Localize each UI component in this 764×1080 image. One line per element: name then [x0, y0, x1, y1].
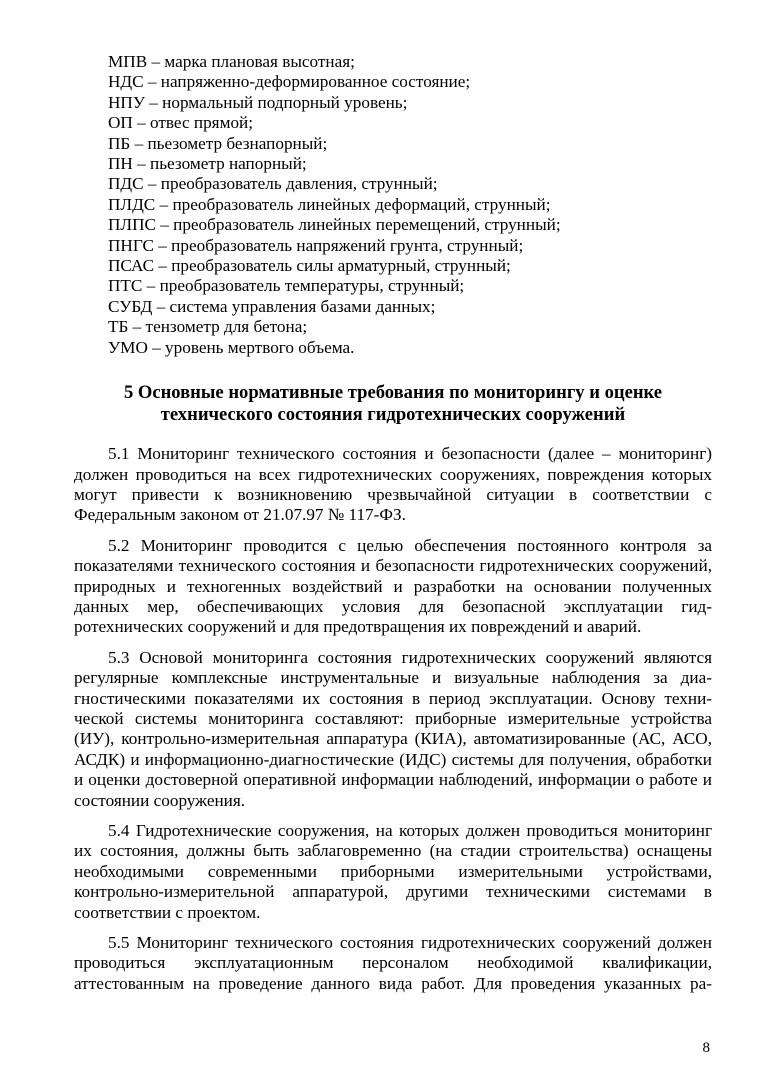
page-number: 8 [702, 1040, 710, 1056]
abbreviation-item: ОП – отвес прямой; [108, 113, 254, 133]
abbreviation-item: УМО – уровень мертвого объема. [108, 337, 355, 357]
paragraph-5-1: 5.1 Мониторинг технического состояния и безопасности (далее – мониторинг) должен проводиться на всех гидротехнических сооружениях, повреждения которых могут привести к возникновению чрезвычайной ситуации в соответствии с Федеральным законом от 21.07.97 № 117-ФЗ. [74, 444, 712, 525]
abbreviation-item: ПЛПС – преобразователь линейных перемещений, струнный; [108, 215, 561, 235]
abbreviation-item: НДС – напряженно-деформированное состояние; [108, 72, 471, 92]
abbreviation-item: ПЛДС – преобразователь линейных деформаций, струнный; [108, 194, 551, 214]
abbreviation-list [74, 52, 712, 358]
abbreviation-item: СУБД – система управления базами данных; [108, 296, 436, 316]
paragraph-5-3: 5.3 Основой мониторинга состояния гидротехнических сооружений являются регулярные комплексные инструментальные и визуальные наблюдения за диагностическими показателями их состояния в период эксплуатации. Основу технической системы мониторинга составляют: приборные измерительные устройства (ИУ), контрольно-измерительная аппаратура (КИА), автоматизированные (АС, АСО, АСДК) и информационно-диагностические (ИДС) системы для получения, обработки и оценки достоверной оперативной информации наблюдений, информации о работе и состоянии сооружения. [74, 647, 712, 810]
abbreviation-item: ПТС – преобразователь температуры, струнный; [108, 276, 465, 296]
paragraph-5-4: 5.4 Гидротехнические сооружения, на которых должен проводиться мониторинг их состояния, должны быть заблаговременно (на стадии строительства) оснащены необходимыми современными приборными измерительными устройствами, контрольно-измерительной аппаратурой, другими техническими системами в соответствии с проектом. [74, 821, 712, 922]
abbreviation-item: МПВ – марка плановая высотная; [108, 52, 355, 71]
abbreviation-item: ПНГС – преобразователь напряжений грунта, струнный; [108, 235, 524, 255]
abbreviation-item: ПН – пьезометр напорный; [108, 154, 307, 174]
paragraph-5-2: 5.2 Мониторинг проводится с целью обеспечения постоянного контроля за показателями технического состояния и безопасности гидротехнических сооружений, природных и техногенных воздействий и разработки на основании полученных данных мер, обеспечивающих условия для безопасной эксплуатации гидротехнических сооружений и для предотвращения их повреждений и аварий. [74, 535, 712, 637]
abbreviation-item: ТБ – тензометр для бетона; [108, 317, 308, 337]
paragraph-5-5: 5.5 Мониторинг технического состояния гидротехнических сооружений должен проводиться эксплуатационным персоналом необходимой квалификации, аттестованным на проведение данного вида работ. Для проведения указанных ра- [74, 933, 712, 993]
abbreviation-item: ПДС – преобразователь давления, струнный; [108, 174, 438, 194]
abbreviation-item: ПСАС – преобразователь силы арматурный, струнный; [108, 256, 511, 276]
abbreviation-item: НПУ – нормальный подпорный уровень; [108, 92, 408, 112]
document-page [74, 52, 712, 994]
abbreviation-item: ПБ – пьезометр безнапорный; [108, 133, 328, 153]
section-heading: 5 Основные нормативные требования по мониторингу и оценке технического состояния гидротехнических сооружений [123, 382, 663, 426]
